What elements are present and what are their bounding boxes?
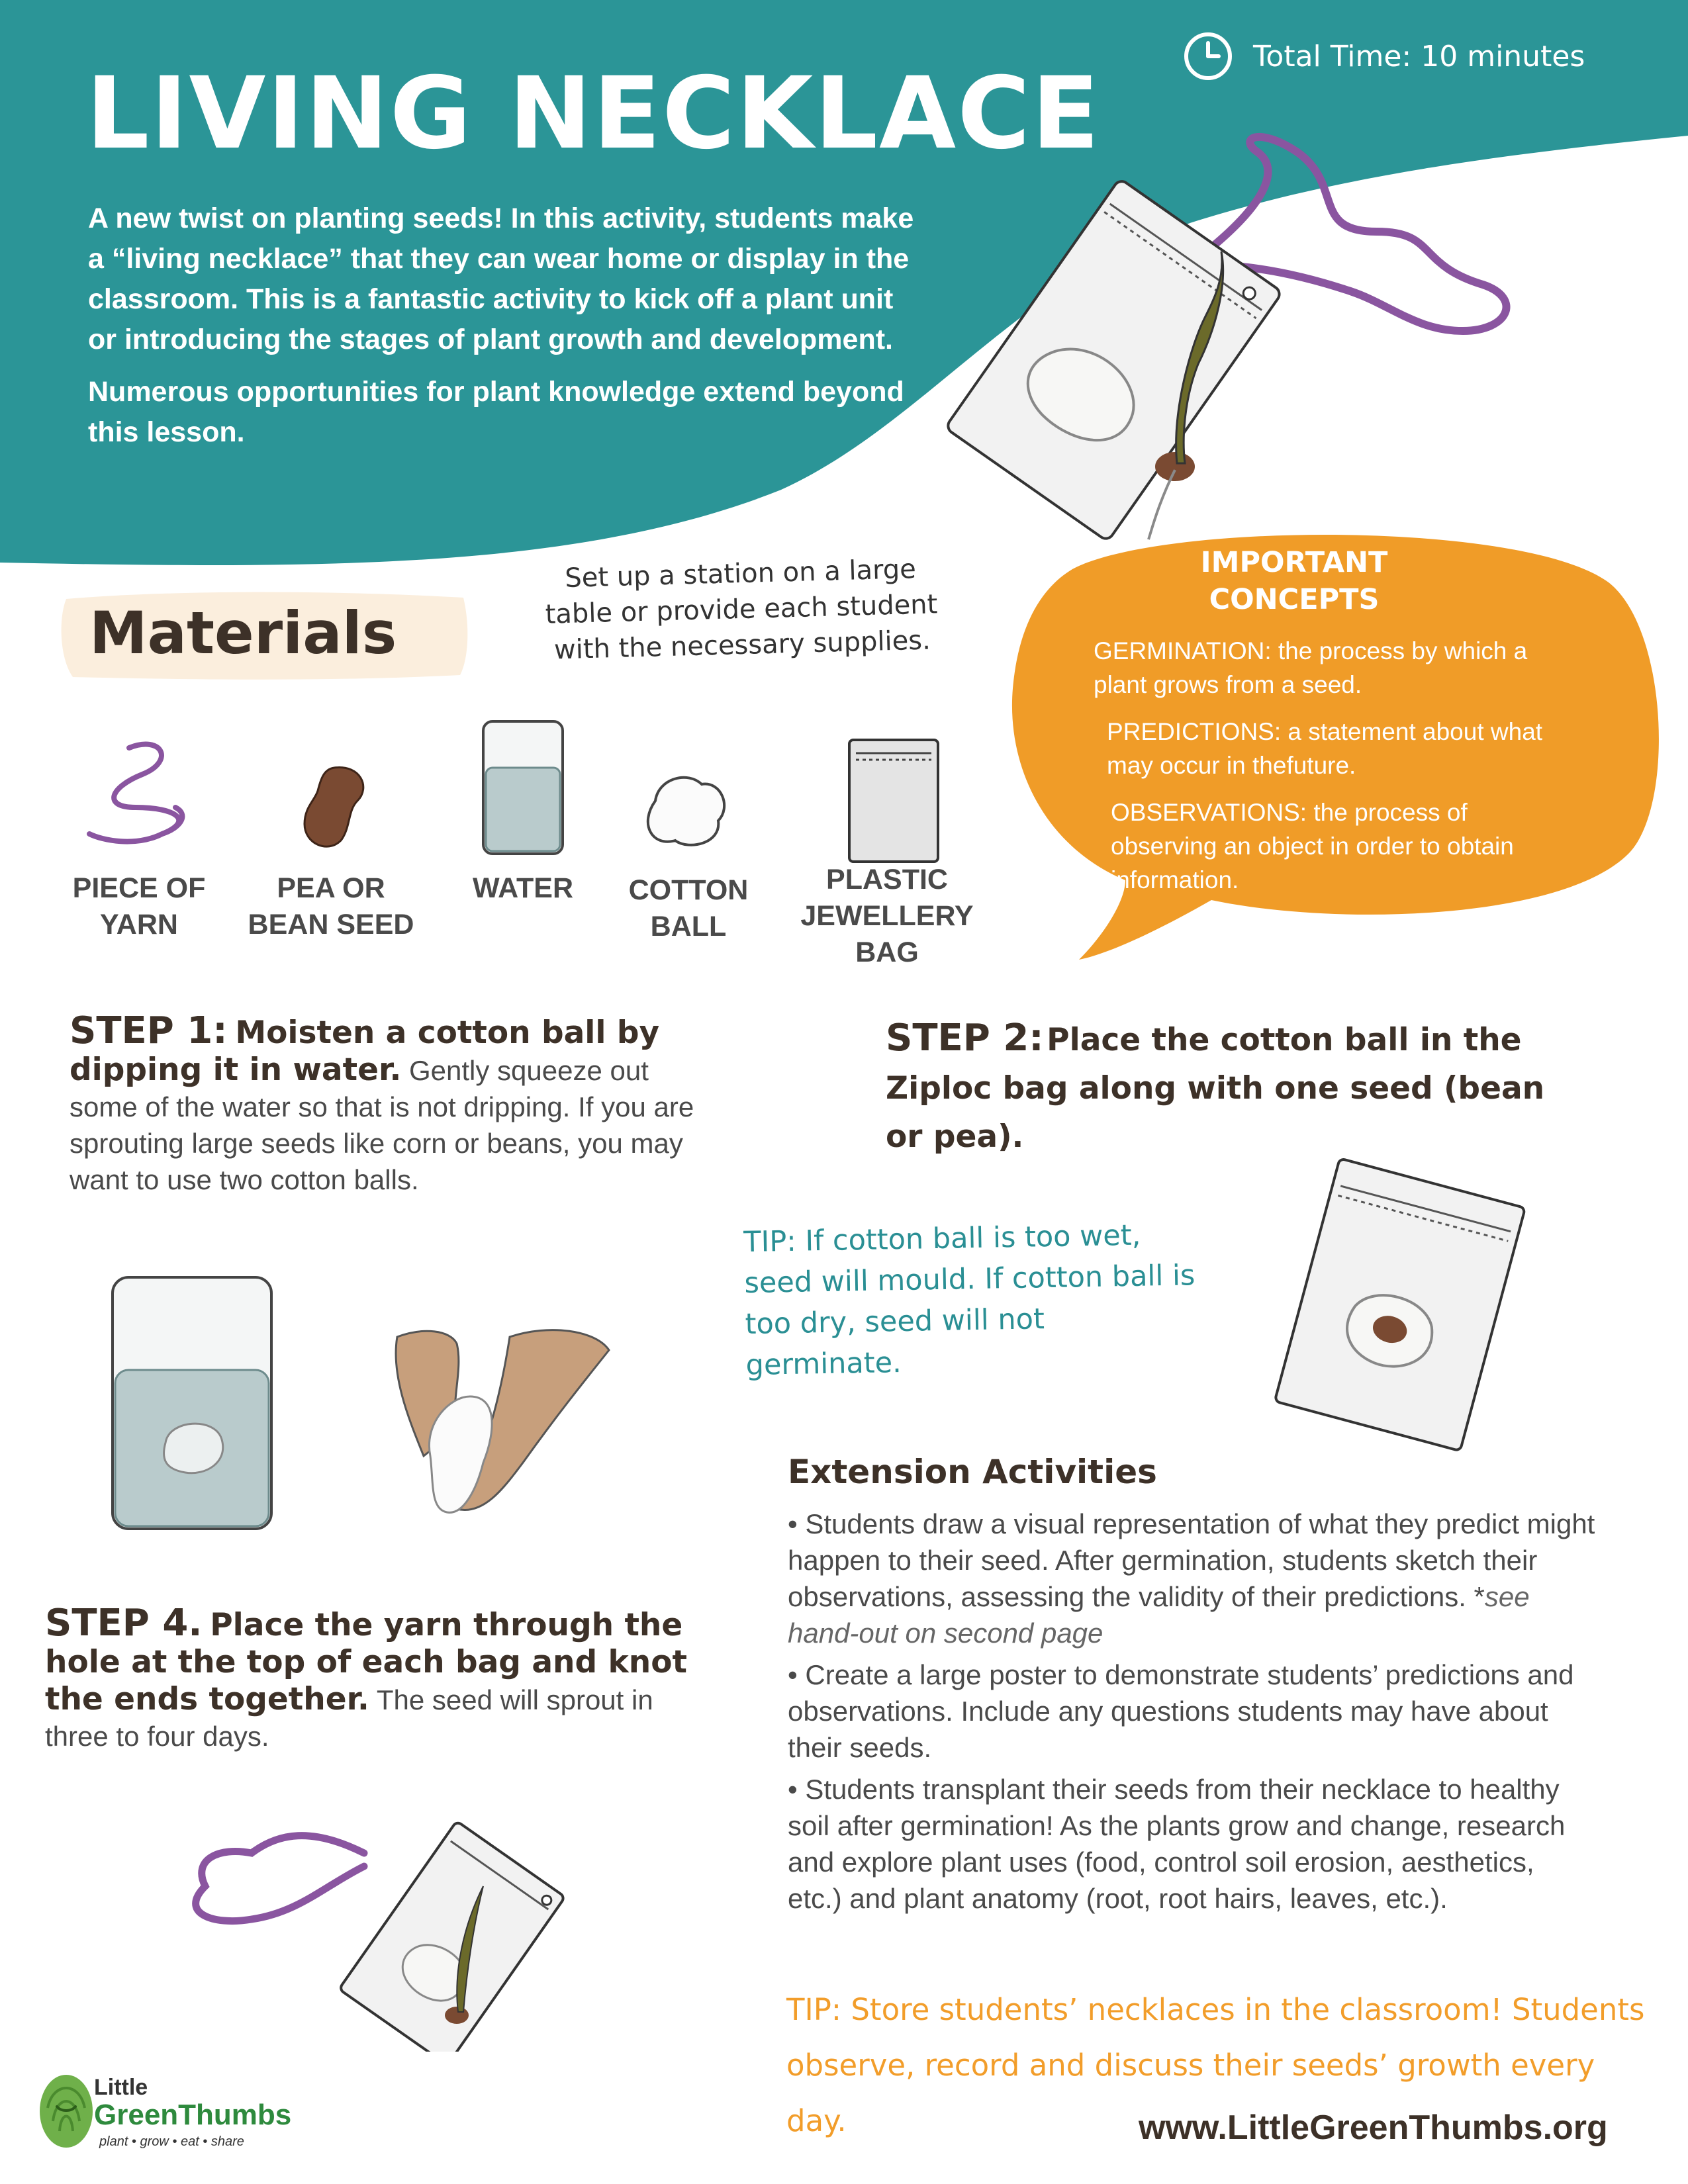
living-necklace-illustration bbox=[914, 132, 1542, 543]
step-1-heading: Moisten a cotton ball by dipping it in water. bbox=[70, 1015, 660, 1088]
extension-item-3: • Students transplant their seeds from their necklace to healthy soil after germination! As the plants grow and change, research and explore plant uses (food, control soil erosion, aesthetics, etc.) and plant anatomy (root, root hairs, leaves, etc.). bbox=[788, 1774, 1566, 1914]
extension-title: Extension Activities bbox=[788, 1453, 1157, 1491]
material-label-cotton: COTTON BALL bbox=[628, 874, 749, 942]
bag-with-seed-illustration bbox=[1258, 1152, 1536, 1456]
step-1 bbox=[70, 1009, 718, 1198]
extension-item-2: • Create a large poster to demonstrate students’ predictions and observations. Include any questions students may have about their seeds. bbox=[788, 1659, 1574, 1763]
step-1-text: Gently squeeze out some of the water so that is not dripping. If you are sprouting large seeds like corn or beans, you may want to use two cotton balls. bbox=[70, 1055, 694, 1195]
cotton-ball-icon bbox=[635, 768, 735, 854]
logo-tagline: plant • grow • eat • share bbox=[99, 2134, 244, 2149]
extension-list bbox=[788, 1506, 1595, 1922]
material-label-water: WATER bbox=[472, 872, 574, 904]
concepts-title: IMPORTANT CONCEPTS bbox=[1200, 546, 1388, 616]
logo-brand: GreenThumbs bbox=[94, 2099, 292, 2131]
material-label-seed: PEA OR BEAN SEED bbox=[248, 872, 414, 940]
material-label-bag: PLASTIC JEWELLERY BAG bbox=[800, 864, 974, 968]
step-2-heading: Place the cotton ball in the Ziploc bag along with one seed (bean or pea). bbox=[886, 1022, 1545, 1155]
fingers-squeezing-cotton-illustration bbox=[384, 1324, 622, 1542]
step-4 bbox=[45, 1602, 707, 1754]
materials-title: Materials bbox=[89, 599, 397, 667]
total-time-text: Total Time: 10 minutes bbox=[1253, 39, 1585, 73]
yarn-icon bbox=[83, 735, 202, 854]
water-glass-icon bbox=[477, 715, 569, 860]
concept-observations: OBSERVATIONS: the process of observing an object in order to obtain information. bbox=[1111, 799, 1514, 893]
logo-little: Little bbox=[94, 2075, 148, 2100]
concept-predictions: PREDICTIONS: a statement about what may occur in thefuture. bbox=[1107, 718, 1543, 779]
total-time bbox=[1182, 30, 1585, 83]
step-2 bbox=[886, 1018, 1548, 1165]
extension-item-1: • Students draw a visual representation of what they predict might happen to their seed. After germination, students sketch their observations, assessing the validity of their predictions. *see hand-out on second page bbox=[788, 1508, 1595, 1649]
website-url: www.LittleGreenThumbs.org bbox=[1139, 2109, 1608, 2147]
step-4-text: The seed will sprout in three to four days. bbox=[45, 1684, 653, 1752]
tip-store-necklaces: TIP: Store students’ necklaces in the classroom! Students observe, record and discuss their seeds’ growth every day. bbox=[786, 1992, 1645, 2138]
jewellery-bag-icon bbox=[844, 735, 943, 867]
bean-seed-icon bbox=[295, 761, 374, 854]
step-1-label: STEP 1: bbox=[70, 1009, 228, 1052]
material-label-yarn: PIECE OF YARN bbox=[72, 872, 206, 940]
station-note: Set up a station on a large table or provide each student with the necessary supplies. bbox=[545, 554, 938, 666]
page-title: LIVING NECKLACE bbox=[86, 56, 1101, 171]
step-2-label: STEP 2: bbox=[886, 1017, 1044, 1060]
concept-germination: GERMINATION: the process by which a plant grows from a seed. bbox=[1094, 637, 1528, 698]
intro-paragraph-1: A new twist on planting seeds! In this activity, students make a “living necklace” that they can wear home or display in the classroom. This is a fantastic activity to kick off a plant unit or introducing the stages of plant growth and development. bbox=[88, 203, 914, 355]
clock-icon bbox=[1182, 30, 1235, 83]
step-4-heading: Place the yarn through the hole at the top of each bag and knot the ends together. bbox=[45, 1607, 687, 1717]
intro-paragraph-2: Numerous opportunities for plant knowledge extend beyond this lesson. bbox=[88, 376, 904, 448]
step-4-label: STEP 4. bbox=[45, 1602, 203, 1645]
intro-text bbox=[88, 199, 915, 465]
glass-with-cotton-illustration bbox=[103, 1271, 281, 1535]
finished-necklace-illustration bbox=[152, 1813, 616, 2052]
tip-moisture: TIP: If cotton ball is too wet, seed will mould. If cotton ball is too dry, seed will not germinate. bbox=[743, 1218, 1196, 1383]
brand-logo bbox=[33, 2068, 311, 2161]
thumbprint-icon bbox=[33, 2068, 99, 2154]
